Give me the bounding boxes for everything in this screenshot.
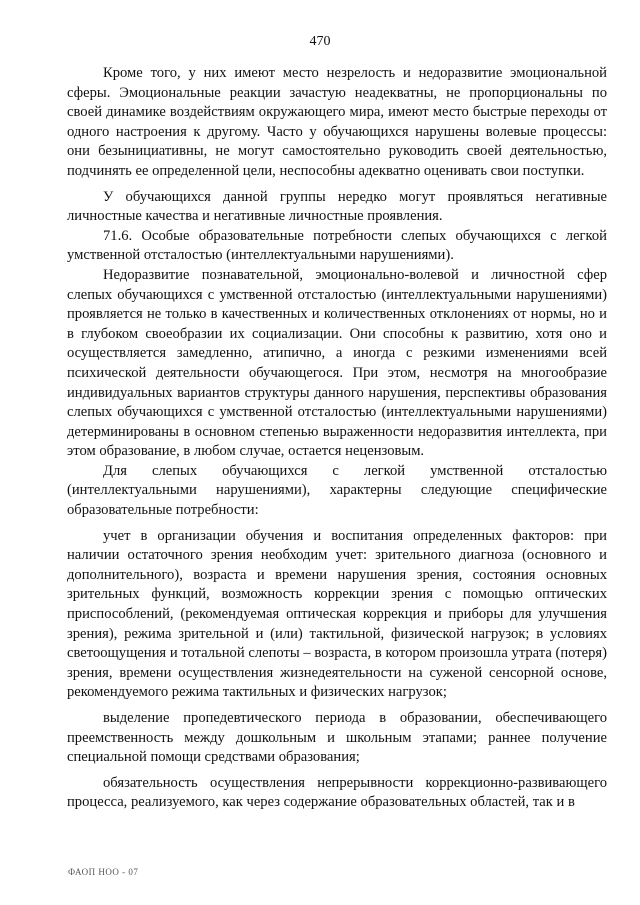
footer-stamp: ФАОП НОО - 07 — [68, 867, 139, 877]
paragraph-underdevelopment: Недоразвитие познавательной, эмоционально-волевой и личностной сфер слепых обучающихся с умственной отсталостью (интеллектуальными нарушениями) проявляется не только в качественных и количественных отклонениях от нормы, но и в глубоком своеобразии их социализации. Они способны к развитию, хотя оно и осуществляется замедленно, атипично, а иногда с резкими изменениями всей психической деятельности обучающегося. При этом, несмотря на многообразие индивидуальных вариантов структуры данного нарушения, перспективы образования слепых обучающихся с умственной отсталостью (интеллектуальными нарушениями) детерминированы в основном степенью выраженности недоразвития интеллекта, при этом образование, в любом случае, остается нецензовым. — [67, 266, 607, 460]
paragraph-needs-intro: Для слепых обучающихся с легкой умственной отсталостью (интеллектуальными нарушениями), характерны следующие специфические образовательные потребности: — [67, 462, 607, 519]
section-heading-71-6: 71.6. Особые образовательные потребности слепых обучающихся с легкой умственной отсталостью (интеллектуальными нарушениями). — [67, 227, 607, 264]
list-item-propaedeutic: выделение пропедевтического периода в образовании, обеспечивающего преемственность между дошкольным и школьным этапами; раннее получение специальной помощи средствами образования; — [67, 710, 607, 766]
body-text — [67, 64, 607, 813]
page-number: 470 — [309, 34, 331, 49]
paragraph-emotional-sphere: Кроме того, у них имеют место незрелость и недоразвитие эмоциональной сферы. Эмоциональные реакции зачастую неадекватны, не пропорциональны по своей динамике воздействиям окружающего мира, имеют место быстрые переходы от одного настроения к другому. Часто у обучающихся нарушены волевые процессы: они безынициативны, не могут самостоятельно руководить своей деятельностью, подчинять ее определенной цели, неспособны адекватно оценивать свои поступки. — [67, 65, 607, 179]
list-item-factors: учет в организации обучения и воспитания определенных факторов: при наличии остаточного зрения необходим учет: зрительного диагноза (основного и дополнительного), возраста и времени нарушения зрения, состояния основных зрительных функций, возможность коррекции зрения с помощью оптических приспособлений, (рекомендуемая оптическая коррекция и приборы для улучшения зрения), режима зрительной и (или) тактильной, физической нагрузок; в условиях светоощущения и тотальной слепоты – возраста, в котором произошла утрата (потеря) зрения, времени осуществления жизнедеятельности на суженой сенсорной основе, рекомендуемого режима тактильных и физических нагрузок; — [67, 527, 607, 701]
list-item-continuity: обязательность осуществления непрерывности коррекционно-развивающего процесса, реализуемого, как через содержание образовательных областей, так и в — [67, 774, 607, 811]
paragraph-negative-qualities: У обучающихся данной группы нередко могут проявляться негативные личностные качества и негативные личностные проявления. — [67, 188, 607, 225]
